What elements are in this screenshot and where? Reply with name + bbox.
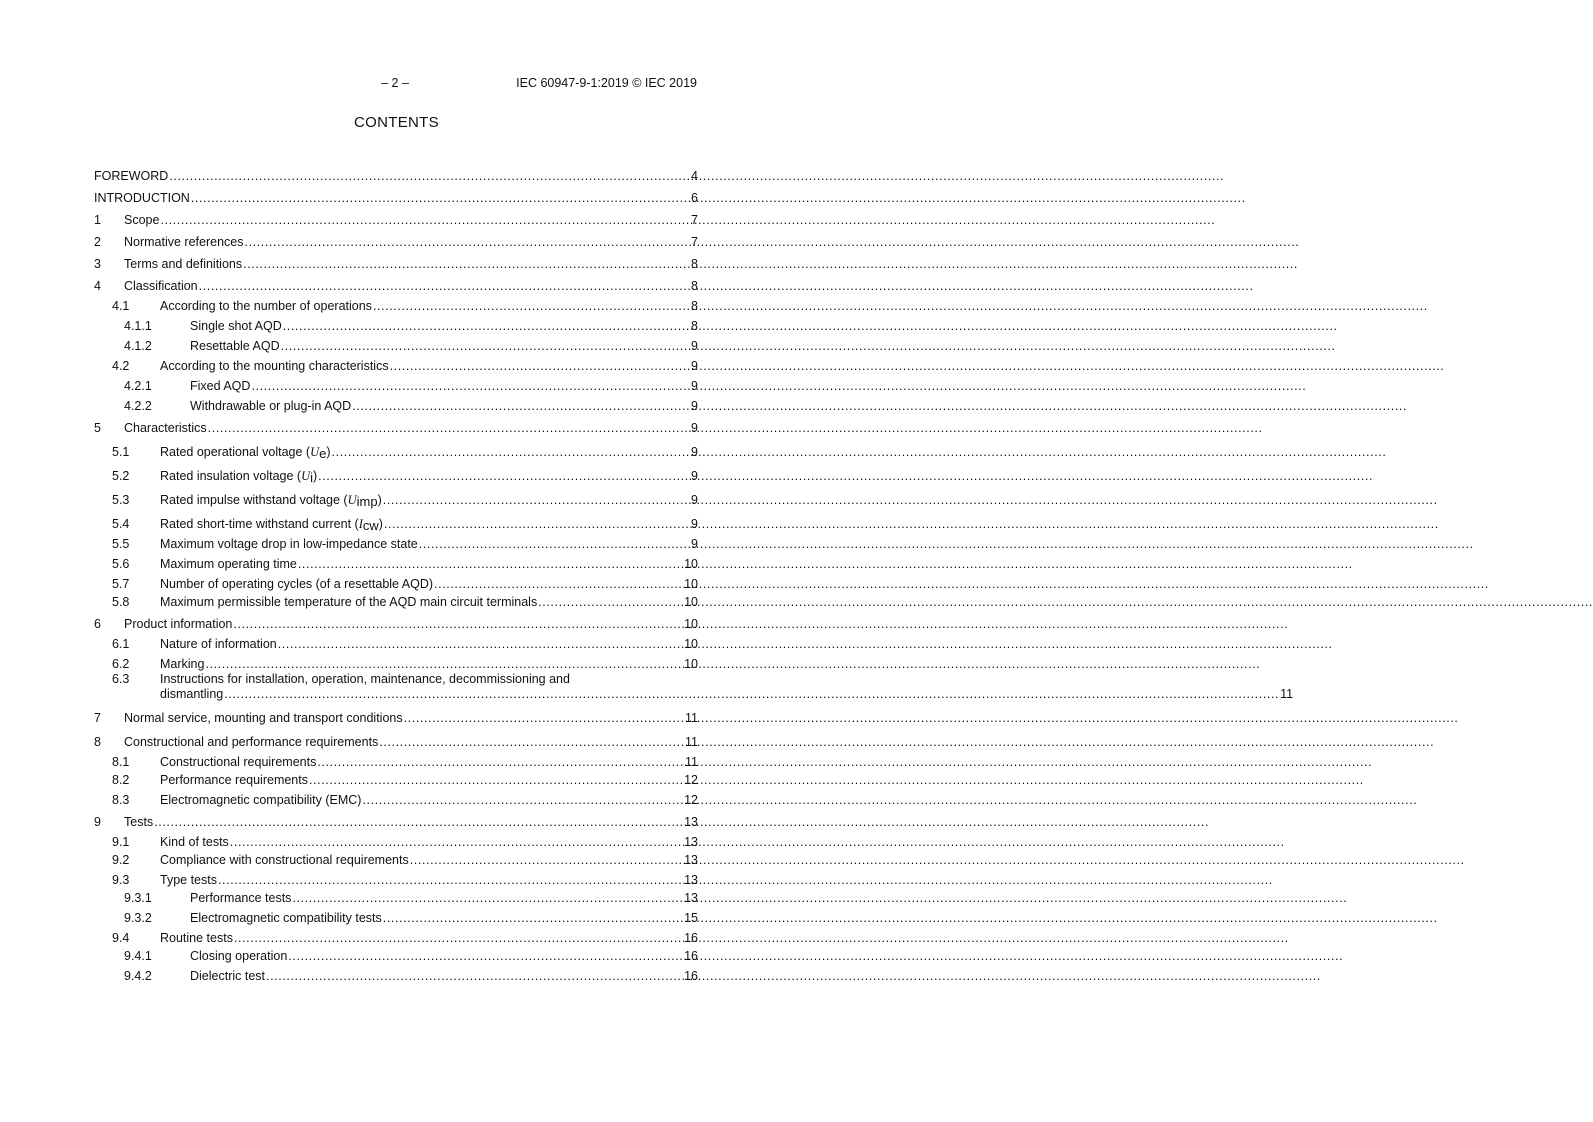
dot-leader [169,169,690,184]
toc-entry[interactable] [94,706,698,726]
toc-entry-number: 5.3 [112,493,130,507]
toc-entry-number: 6.2 [112,657,130,671]
toc-entry[interactable] [94,572,698,592]
toc-entry-title: Tests [124,815,154,829]
toc-entry-page: 8 [691,299,698,313]
toc-entry-title: Performance requirements [160,773,308,787]
toc-entry-title: Scope [124,213,160,227]
toc-entry-number: 7 [94,711,101,725]
toc-entry-title: Nature of information [160,637,277,651]
toc-entry-page: 8 [691,279,698,293]
toc-entry-title: Marking [160,657,205,671]
dot-leader [251,379,690,394]
toc-entry-page: 11 [685,711,698,725]
dot-leader [234,931,683,946]
toc-entry-page: 13 [684,853,698,867]
toc-entry-number: 4 [94,279,101,293]
toc-entry-title: Performance tests [190,891,292,905]
toc-entry-page: 7 [691,213,698,227]
toc-entry-page: 13 [684,835,698,849]
symbol: U [347,493,357,507]
subscript: cw [362,518,379,533]
toc-entry-title: Rated impulse withstand voltage (Uimp) [160,493,382,509]
toc-entry[interactable] [94,632,698,652]
toc-entry-title: Maximum permissible temperature of the AQD main circuit terminals [160,595,538,609]
toc-entry[interactable] [94,484,698,508]
toc-entry[interactable] [94,334,698,354]
toc-entry-page: 9 [691,469,698,483]
toc-entry-number: 4.1.2 [124,339,152,353]
dot-leader [390,359,690,374]
dot-leader [278,637,683,652]
dot-leader [245,235,691,250]
toc-entry-number: 4.2.1 [124,379,152,393]
toc-entry-number: 9.4.1 [124,949,152,963]
dot-leader [233,617,683,632]
toc-entry[interactable] [94,850,698,868]
table-of-contents [94,162,1294,984]
toc-entry-number: 9 [94,815,101,829]
toc-entry-page: 9 [691,445,698,459]
toc-entry-title: Dielectric test [190,969,266,983]
toc-entry[interactable] [94,726,698,750]
toc-entry[interactable] [94,184,698,206]
toc-entry-number: 6 [94,617,101,631]
toc-entry-title: Compliance with constructional requirements [160,853,409,867]
toc-entry[interactable] [94,294,698,314]
toc-entry-number: 5.2 [112,469,130,483]
toc-entry[interactable] [94,946,698,964]
toc-entry-page: 8 [691,319,698,333]
symbol: U [310,445,320,459]
toc-entry-page: 9 [691,399,698,413]
toc-entry-title: Electromagnetic compatibility (EMC) [160,793,362,807]
toc-entry-page: 10 [684,617,698,631]
dot-leader [318,469,690,484]
toc-entry[interactable] [94,906,698,926]
dot-leader [410,853,683,868]
toc-entry-title: Instructions for installation, operation, maintenance, decommissioning and [160,672,570,686]
dot-leader [383,911,683,926]
toc-entry-page: 9 [691,537,698,551]
toc-entry-title: Kind of tests [160,835,229,849]
toc-entry-page: 16 [684,931,698,945]
dot-leader [288,949,683,964]
toc-entry-number: 9.3 [112,873,130,887]
toc-entry-number: 5.8 [112,595,130,609]
toc-entry-page: 10 [684,657,698,671]
toc-entry-page: 13 [684,873,698,887]
toc-entry-number: 5.7 [112,577,130,591]
dot-leader [317,755,684,770]
toc-entry-title: Single shot AQD [190,319,282,333]
toc-entry-title: FOREWORD [94,169,169,183]
toc-entry-page: 10 [684,637,698,651]
toc-entry[interactable] [94,228,698,250]
dot-leader [191,191,690,206]
toc-entry-number: 5.1 [112,445,130,459]
toc-entry-number: 5.5 [112,537,130,551]
toc-entry-number: 4.1.1 [124,319,152,333]
toc-entry[interactable] [94,750,698,770]
document-reference: IEC 60947-9-1:2019 © IEC 2019 [516,76,697,90]
toc-entry[interactable] [94,250,698,272]
toc-entry-title: Rated operational voltage (Ue) [160,445,331,461]
toc-entry-number: 9.4 [112,931,130,945]
dot-leader [243,257,690,272]
toc-entry-title: INTRODUCTION [94,191,190,205]
toc-entry[interactable] [94,314,698,334]
toc-entry[interactable] [94,868,698,888]
toc-entry-title: Rated insulation voltage (Ui) [160,469,318,485]
toc-entry-title: Normative references [124,235,244,249]
dot-leader [352,399,690,414]
toc-entry-number: 6.1 [112,637,130,651]
symbol: U [301,469,311,483]
toc-entry[interactable] [94,354,698,374]
toc-entry-page: 4 [691,169,698,183]
dot-leader [373,299,690,314]
toc-entry-title: Constructional and performance requirements [124,735,379,749]
toc-entry-page: 15 [684,911,698,925]
subscript: i [310,470,313,485]
toc-entry-title: Maximum operating time [160,557,297,571]
toc-entry-title: Withdrawable or plug-in AQD [190,399,352,413]
dot-leader [199,279,690,294]
toc-entry-title: Rated short-time withstand current (Icw) [160,517,383,533]
toc-entry-page: 9 [691,359,698,373]
toc-entry[interactable] [94,436,698,460]
dot-leader [419,537,690,552]
dot-leader [160,213,690,228]
toc-entry[interactable] [94,374,698,394]
toc-entry-number: 4.2 [112,359,130,373]
toc-entry[interactable] [94,926,698,946]
toc-entry-title: Maximum voltage drop in low-impedance state [160,537,418,551]
toc-entry-page: 9 [691,379,698,393]
dot-leader [292,891,683,906]
dot-leader [362,793,683,808]
toc-entry-number: 5.4 [112,517,130,531]
toc-entry-title-continued: dismantling [160,687,224,701]
dot-leader [266,969,683,984]
toc-entry[interactable] [94,394,698,414]
toc-entry-number: 1 [94,213,101,227]
toc-entry-number: 9.2 [112,853,130,867]
toc-entry-page: 9 [691,493,698,507]
toc-entry-number: 9.4.2 [124,969,152,983]
toc-entry-number: 8.1 [112,755,130,769]
toc-entry-page: 12 [684,773,698,787]
toc-entry-page: 13 [684,815,698,829]
toc-entry[interactable] [94,672,1294,706]
toc-entry-title: Terms and definitions [124,257,243,271]
toc-entry[interactable] [94,206,698,228]
toc-entry[interactable] [94,162,698,184]
toc-entry-title: Electromagnetic compatibility tests [190,911,382,925]
page-number: – 2 – [381,76,409,90]
toc-entry-page: 9 [691,421,698,435]
toc-entry-number: 8 [94,735,101,749]
dot-leader [205,657,683,672]
toc-entry-title: Type tests [160,873,217,887]
toc-entry-title: Routine tests [160,931,233,945]
toc-entry-title: Number of operating cycles (of a resettable AQD) [160,577,434,591]
page-title: CONTENTS [354,114,439,131]
dot-leader [404,711,684,726]
toc-entry-title: According to the number of operations [160,299,372,313]
toc-entry-page: 7 [691,235,698,249]
toc-entry-page: 11 [685,755,698,769]
toc-entry-page: 12 [684,793,698,807]
toc-entry-title: Characteristics [124,421,207,435]
toc-entry-number: 5 [94,421,101,435]
toc-entry[interactable] [94,272,698,294]
toc-entry-title: According to the mounting characteristics [160,359,389,373]
dot-leader [283,319,690,334]
toc-entry-number: 6.3 [112,672,130,686]
toc-entry-number: 3 [94,257,101,271]
dot-leader [281,339,690,354]
dot-leader [218,873,683,888]
toc-entry[interactable] [94,592,698,610]
toc-entry-title: Constructional requirements [160,755,317,769]
toc-entry[interactable] [94,460,698,484]
toc-entry[interactable] [94,830,698,850]
toc-entry[interactable] [94,552,698,572]
dot-leader [434,577,683,592]
toc-entry-number: 2 [94,235,101,249]
toc-entry-title: Resettable AQD [190,339,280,353]
dot-leader [208,421,690,436]
toc-entry-page: 9 [691,517,698,531]
toc-entry-page: 10 [684,557,698,571]
toc-entry[interactable] [94,888,698,906]
dot-leader [309,773,683,788]
symbol: I [358,517,363,531]
toc-entry-number: 9.3.2 [124,911,152,925]
toc-entry-page: 9 [691,339,698,353]
toc-entry[interactable] [94,788,698,808]
dot-leader [332,445,691,460]
toc-entry-number: 4.1 [112,299,130,313]
toc-entry[interactable] [94,414,698,436]
toc-entry-page: 10 [684,595,698,609]
subscript: imp [356,494,378,509]
toc-entry-page: 11 [685,735,698,749]
toc-entry-page: 8 [691,257,698,271]
toc-entry-page: 16 [684,949,698,963]
toc-entry-page: 6 [691,191,698,205]
toc-entry-number: 4.2.2 [124,399,152,413]
toc-entry-page: 16 [684,969,698,983]
toc-entry[interactable] [94,508,698,532]
dot-leader [383,493,690,508]
toc-entry-number: 8.3 [112,793,130,807]
dot-leader [224,687,1279,702]
toc-entry[interactable] [94,610,698,632]
toc-entry-page: 11 [1280,687,1294,701]
dot-leader [538,595,683,610]
toc-entry-number: 5.6 [112,557,130,571]
toc-entry-number: 9.1 [112,835,130,849]
subscript: e [319,446,327,461]
toc-entry[interactable] [94,770,698,788]
toc-entry-title: Fixed AQD [190,379,251,393]
page-header [0,76,793,92]
dot-leader [379,735,684,750]
toc-entry-title: Closing operation [190,949,288,963]
toc-entry-number: 8.2 [112,773,130,787]
toc-entry-page: 13 [684,891,698,905]
dot-leader [298,557,683,572]
toc-entry-page: 10 [684,577,698,591]
dot-leader [230,835,683,850]
toc-entry[interactable] [94,652,698,672]
toc-entry-title: Classification [124,279,198,293]
dot-leader [154,815,683,830]
toc-entry-title: Product information [124,617,233,631]
toc-entry[interactable] [94,964,698,984]
toc-entry-number: 9.3.1 [124,891,152,905]
dot-leader [384,517,690,532]
toc-entry-title: Normal service, mounting and transport conditions [124,711,403,725]
toc-entry[interactable] [94,808,698,830]
toc-entry[interactable] [94,532,698,552]
